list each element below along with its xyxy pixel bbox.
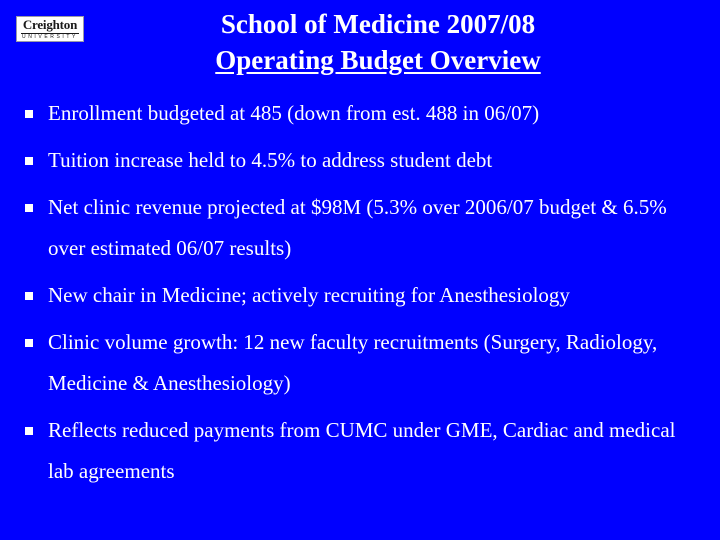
logo-subtitle: UNIVERSITY	[21, 34, 78, 40]
bullet-item	[0, 322, 720, 404]
square-bullet-icon	[25, 339, 33, 347]
square-bullet-icon	[25, 157, 33, 165]
bullet-text: Tuition increase held to 4.5% to address student debt	[48, 148, 493, 172]
bullet-item	[0, 93, 720, 134]
slide-title	[100, 6, 656, 78]
square-bullet-icon	[25, 292, 33, 300]
bullet-text: Net clinic revenue projected at $98M (5.3% over 2006/07 budget & 6.5% over estimated 06/07 results)	[48, 195, 667, 260]
bullet-text: Reflects reduced payments from CUMC under GME, Cardiac and medical lab agreements	[48, 418, 676, 483]
logo-wordmark: Creighton	[22, 17, 78, 32]
creighton-logo	[16, 16, 84, 42]
square-bullet-icon	[25, 110, 33, 118]
square-bullet-icon	[25, 204, 33, 212]
bullet-item	[0, 410, 720, 492]
square-bullet-icon	[25, 427, 33, 435]
slide-title-line2: Operating Budget Overview	[215, 45, 541, 75]
slide-title-line1: School of Medicine 2007/08	[220, 9, 536, 39]
bullet-text: Clinic volume growth: 12 new faculty recruitments (Surgery, Radiology, Medicine & Anesthesiology)	[48, 330, 658, 395]
bullet-item	[0, 140, 720, 181]
bullet-list	[0, 93, 720, 498]
bullet-item	[0, 187, 720, 269]
bullet-text: Enrollment budgeted at 485 (down from est. 488 in 06/07)	[48, 101, 540, 125]
bullet-text: New chair in Medicine; actively recruiting for Anesthesiology	[48, 283, 570, 307]
bullet-item	[0, 275, 720, 316]
